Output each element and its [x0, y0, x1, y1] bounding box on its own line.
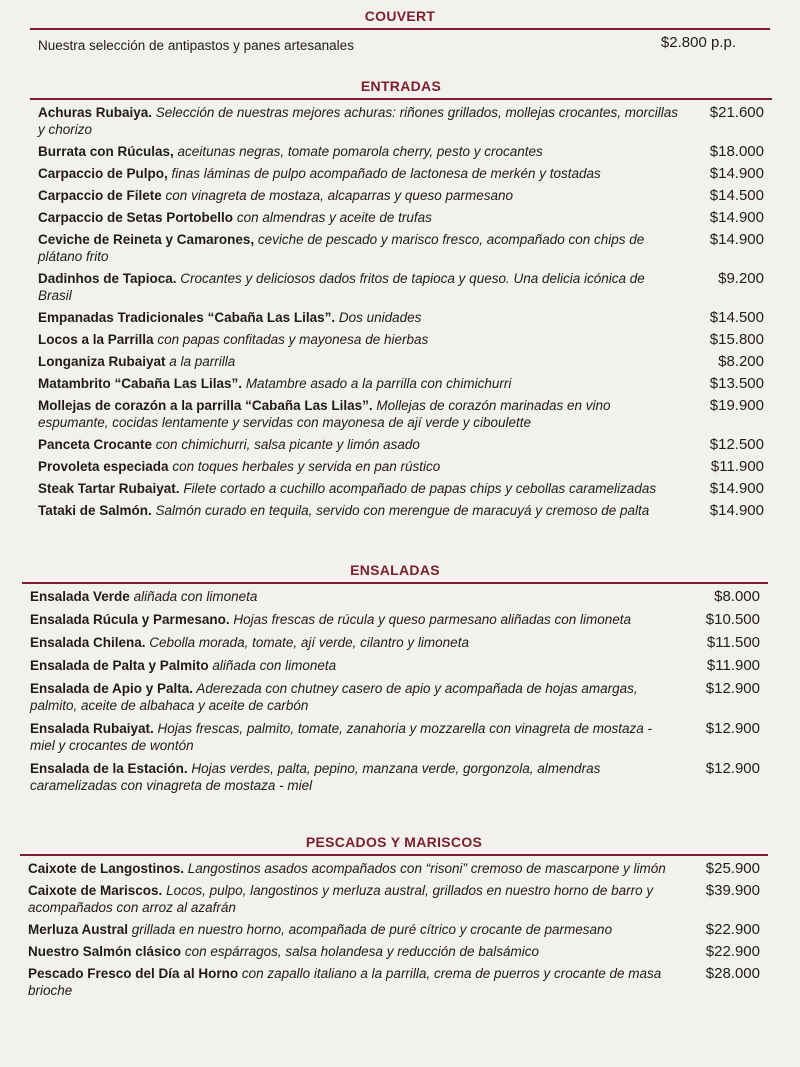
ensaladas-title: ENSALADAS	[350, 562, 440, 578]
item-name: Achuras Rubaiya.	[38, 105, 153, 120]
entradas-title: ENTRADAS	[360, 78, 442, 94]
item-name: Pescado Fresco del Día al Horno	[28, 966, 239, 981]
pescados-section	[20, 834, 768, 999]
menu-item	[38, 331, 772, 348]
menu-item	[38, 502, 772, 519]
item-price: $8.200	[718, 353, 764, 370]
item-description: con vinagreta de mostaza, alcaparras y queso parmesano	[161, 188, 513, 203]
item-price: $14.900	[709, 209, 764, 226]
item-description: Salmón curado en tequila, servido con merengue de maracuyá y cremoso de palta	[151, 503, 650, 518]
item-price: $14.500	[709, 309, 764, 326]
menu-item	[38, 458, 772, 475]
item-description: Matambre asado a la parrilla con chimichurri	[242, 376, 512, 391]
menu-item	[30, 680, 768, 714]
item-price: $22.900	[705, 943, 760, 960]
couvert-title: COUVERT	[364, 8, 436, 24]
pescados-header	[20, 834, 768, 856]
item-price: $12.900	[705, 760, 760, 777]
menu-item	[30, 611, 768, 628]
item-name: Ensalada Chilena.	[30, 635, 146, 650]
menu-item	[28, 882, 768, 916]
item-description: Langostinos asados acompañados con “risoni” cremoso de mascarpone y limón	[184, 861, 666, 876]
menu-item	[28, 965, 768, 999]
item-price: $11.900	[710, 458, 764, 475]
ensaladas-section	[22, 562, 768, 794]
item-name: Carpaccio de Pulpo,	[38, 166, 168, 181]
item-price: $9.200	[718, 270, 764, 287]
item-description: Crocantes y deliciosos dados fritos de tapioca y queso. Una delicia icónica de Brasil	[38, 271, 645, 303]
item-description: Mollejas de corazón marinadas en vino espumante, cocidas lentamente y servidas con mayonesa de ají verde y ciboulette	[38, 398, 611, 430]
item-price: $14.900	[709, 231, 764, 248]
couvert-text: Nuestra selección de antipastos y panes artesanales	[38, 38, 354, 53]
item-name: Caixote de Mariscos.	[28, 883, 163, 898]
item-description: grillada en nuestro horno, acompañada de puré cítrico y crocante de parmesano	[128, 922, 613, 937]
item-description: Filete cortado a cuchillo acompañado de papas chips y cebollas caramelizadas	[179, 481, 657, 496]
menu-item	[30, 720, 768, 754]
menu-item	[38, 209, 772, 226]
item-name: Nuestro Salmón clásico	[28, 944, 182, 959]
entradas-section	[30, 78, 772, 519]
item-price: $15.800	[709, 331, 764, 348]
menu-item	[30, 588, 768, 605]
section-divider	[30, 98, 772, 100]
item-description: Hojas frescas de rúcula y queso parmesano aliñadas con limoneta	[229, 612, 632, 627]
item-description: finas láminas de pulpo acompañado de lactonesa de merkén y tostadas	[167, 166, 601, 181]
item-name: Burrata con Rúculas,	[38, 144, 174, 159]
item-price: $39.900	[705, 882, 760, 899]
couvert-section	[30, 8, 770, 53]
item-description: Selección de nuestras mejores achuras: riñones grillados, mollejas crocantes, morcillas y chorizo	[38, 105, 679, 137]
item-price: $10.500	[705, 611, 760, 628]
menu-item	[38, 353, 772, 370]
menu-item	[38, 480, 772, 497]
item-price: $11.900	[706, 657, 760, 674]
menu-item	[30, 657, 768, 674]
ensaladas-list	[22, 584, 768, 794]
item-price: $25.900	[705, 860, 760, 877]
item-name: Caixote de Langostinos.	[28, 861, 185, 876]
menu-item	[38, 375, 772, 392]
menu-item	[30, 760, 768, 794]
pescados-list	[20, 856, 768, 999]
item-name: Ensalada Rúcula y Parmesano.	[30, 612, 230, 627]
item-price: $14.900	[709, 165, 764, 182]
menu-item	[38, 270, 772, 304]
item-price: $14.500	[709, 187, 764, 204]
menu-item	[38, 187, 772, 204]
item-description: Cebolla morada, tomate, ají verde, cilantro y limoneta	[145, 635, 469, 650]
item-description: con papas confitadas y mayonesa de hierbas	[153, 332, 429, 347]
item-description: Hojas frescas, palmito, tomate, zanahoria y mozzarella con vinagreta de mostaza - miel y crocantes de wontón	[30, 721, 653, 753]
item-description: con almendras y aceite de trufas	[233, 210, 432, 225]
item-name: Ensalada de la Estación.	[30, 761, 188, 776]
item-name: Tataki de Salmón.	[38, 503, 152, 518]
section-divider	[20, 854, 768, 856]
entradas-list	[30, 100, 772, 519]
menu-item	[38, 104, 772, 138]
item-description: aliñada con limoneta	[129, 589, 258, 604]
item-name: Locos a la Parrilla	[38, 332, 154, 347]
entradas-header	[30, 78, 772, 100]
item-name: Ceviche de Reineta y Camarones,	[38, 232, 255, 247]
item-price: $21.600	[709, 104, 764, 121]
item-description: aceitunas negras, tomate pomarola cherry, pesto y crocantes	[173, 144, 543, 159]
item-price: $19.900	[709, 397, 764, 414]
item-description: con zapallo italiano a la parrilla, crema de puerros y crocante de masa brioche	[28, 966, 662, 998]
item-name: Ensalada Rubaiyat.	[30, 721, 154, 736]
menu-item	[28, 860, 768, 877]
item-price: $18.000	[709, 143, 764, 160]
item-description: ceviche de pescado y marisco fresco, acompañado con chips de plátano frito	[38, 232, 645, 264]
item-price: $14.900	[709, 480, 764, 497]
item-name: Merluza Austral	[28, 922, 129, 937]
item-name: Carpaccio de Filete	[38, 188, 162, 203]
menu-item	[38, 309, 772, 326]
couvert-header	[30, 8, 770, 30]
menu-item	[38, 397, 772, 431]
item-description: Hojas verdes, palta, pepino, manzana verde, gorgonzola, almendras caramelizadas con vinagreta de mostaza - miel	[30, 761, 601, 793]
item-name: Ensalada de Palta y Palmito	[30, 658, 209, 673]
menu-item	[28, 921, 768, 938]
item-price: $12.900	[705, 720, 760, 737]
item-name: Carpaccio de Setas Portobello	[38, 210, 234, 225]
item-price: $12.900	[705, 680, 760, 697]
item-price: $22.900	[705, 921, 760, 938]
item-name: Longaniza Rubaiyat	[38, 354, 166, 369]
item-description: con espárragos, salsa holandesa y reducción de balsámico	[181, 944, 540, 959]
section-divider	[22, 582, 768, 584]
couvert-price: $2.800 p.p.	[660, 34, 736, 51]
item-name: Empanadas Tradicionales “Cabaña Las Lilas”.	[38, 310, 336, 325]
item-description: Dos unidades	[335, 310, 422, 325]
item-name: Panceta Crocante	[38, 437, 153, 452]
menu-item	[28, 943, 768, 960]
item-name: Dadinhos de Tapioca.	[38, 271, 177, 286]
item-price: $14.900	[709, 502, 764, 519]
menu-item	[38, 231, 772, 265]
menu-item	[38, 165, 772, 182]
item-description: Locos, pulpo, langostinos y merluza austral, grillados en nuestro horno de barro y acompañados con arroz al azafrán	[28, 883, 654, 915]
item-name: Provoleta especiada	[38, 459, 169, 474]
ensaladas-header	[22, 562, 768, 584]
menu-item	[38, 436, 772, 453]
item-description: con chimichurri, salsa picante y limón asado	[152, 437, 420, 452]
menu-item	[30, 634, 768, 651]
item-price: $8.000	[714, 588, 760, 605]
item-price: $28.000	[705, 965, 760, 982]
item-price: $12.500	[709, 436, 764, 453]
item-description: Aderezada con chutney casero de apio y acompañada de hojas amargas, palmito, aceite de albahaca y aceite de carbón	[30, 681, 638, 713]
item-name: Mollejas de corazón a la parrilla “Cabaña Las Lilas”.	[38, 398, 373, 413]
menu-item	[38, 143, 772, 160]
item-name: Ensalada de Apio y Palta.	[30, 681, 194, 696]
item-description: a la parrilla	[165, 354, 236, 369]
couvert-row	[30, 30, 770, 53]
item-name: Matambrito “Cabaña Las Lilas”.	[38, 376, 243, 391]
item-description: con toques herbales y servida en pan rústico	[168, 459, 441, 474]
item-name: Steak Tartar Rubaiyat.	[38, 481, 180, 496]
item-description: aliñada con limoneta	[208, 658, 337, 673]
item-price: $11.500	[706, 634, 760, 651]
pescados-title: PESCADOS Y MARISCOS	[305, 834, 483, 850]
item-price: $13.500	[709, 375, 764, 392]
item-name: Ensalada Verde	[30, 589, 130, 604]
